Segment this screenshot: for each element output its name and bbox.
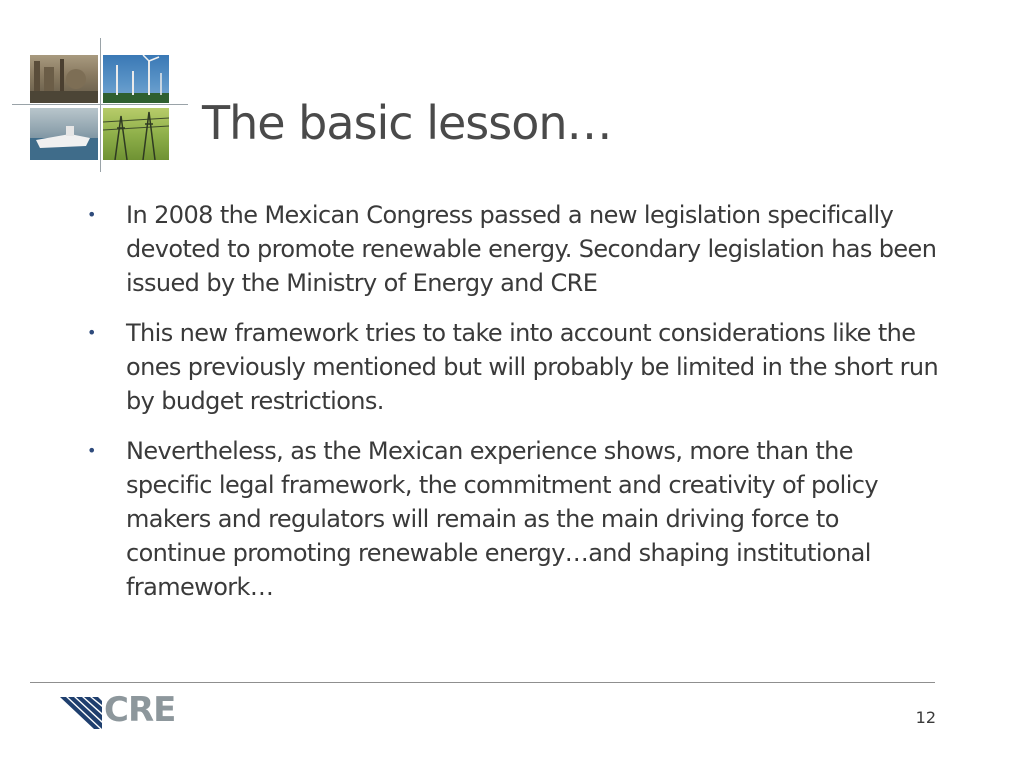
slide-title: The basic lesson… bbox=[202, 96, 612, 150]
bullet-item bbox=[80, 198, 940, 300]
footer-divider bbox=[30, 682, 935, 683]
refinery-photo bbox=[30, 55, 98, 103]
ship-photo bbox=[30, 108, 98, 160]
corner-vertical-divider bbox=[100, 38, 101, 172]
bullet-text: This new framework tries to take into account considerations like the ones previously mentioned but will probably be limited in the short run by budget restrictions. bbox=[126, 319, 939, 415]
bullet-item bbox=[80, 316, 940, 418]
page-number: 12 bbox=[915, 708, 936, 727]
wind-turbines-photo bbox=[103, 55, 169, 103]
bullet-marker: • bbox=[87, 441, 97, 460]
bullet-list bbox=[80, 198, 940, 620]
bullet-marker: • bbox=[87, 323, 97, 342]
cre-logo-stripes-icon bbox=[60, 693, 104, 733]
bullet-text: Nevertheless, as the Mexican experience shows, more than the specific legal framework, the commitment and creativity of policy makers and regulators will remain as the main driving force to continue promoting renewable energy…and shaping institutional framework… bbox=[126, 437, 879, 601]
bullet-marker: • bbox=[87, 205, 97, 224]
logo-text: CRE bbox=[104, 690, 176, 730]
power-lines-photo bbox=[103, 108, 169, 160]
bullet-item bbox=[80, 434, 940, 604]
cre-logo bbox=[60, 690, 190, 733]
bullet-text: In 2008 the Mexican Congress passed a new legislation specifically devoted to promote renewable energy. Secondary legislation has been issued by the Ministry of Energy and CRE bbox=[126, 201, 937, 297]
